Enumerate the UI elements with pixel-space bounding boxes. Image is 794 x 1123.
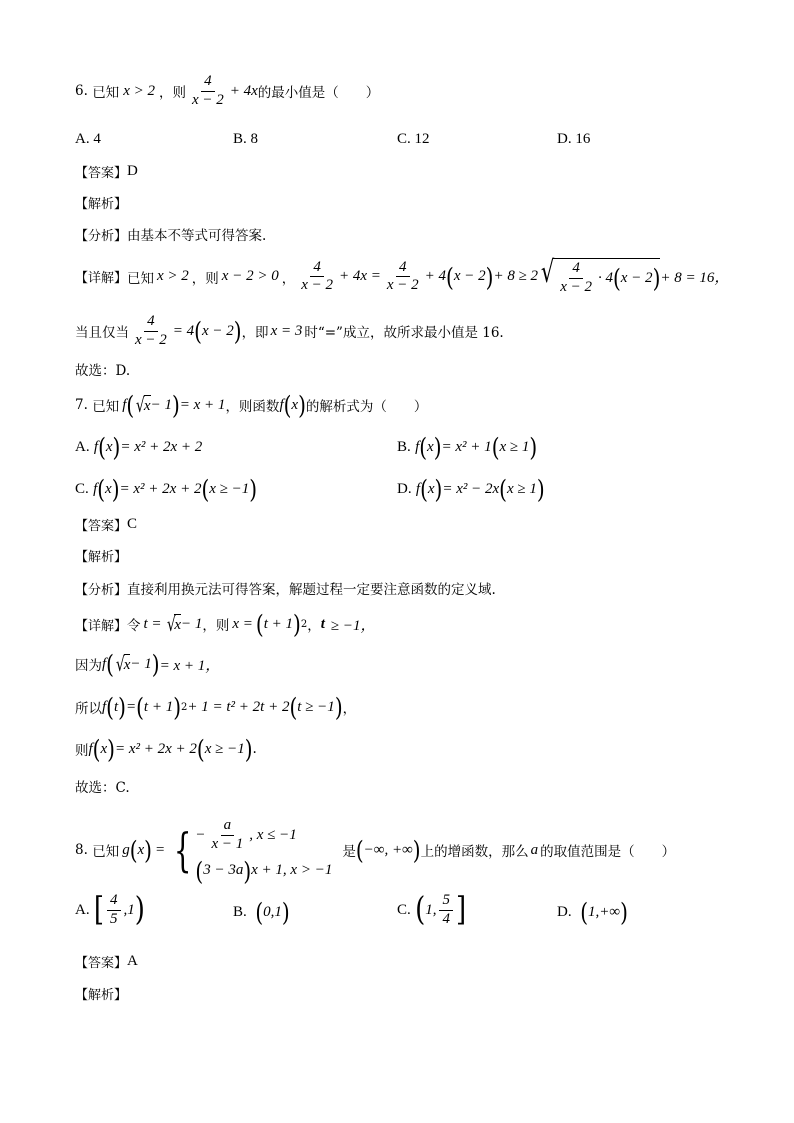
q7-option-a: A. f ( x ) = x² + 2x + 2: [75, 432, 203, 462]
q7-answer: 【答案】 C: [75, 516, 138, 534]
q7-option-b: B. f ( x ) = x² + 1 ( x ≥ 1 ): [397, 432, 538, 462]
piecewise-cases: − $\frac{a}{x - 1}$ , x ≤ −1 ( 3 − 3a ) x + 1, x > −1: [195, 817, 333, 886]
q7-so: 所以 f ( t ) = ( t + 1 ) 2 + 1 = t² + 2t + 2 ( t ≥ −1 ) ，: [75, 692, 357, 722]
q8-option-b: B. ( 0,1 ): [233, 897, 290, 927]
q6-choose: 故选：D.: [75, 363, 131, 379]
q7-analysis-label: 【解析】: [75, 550, 128, 565]
q6-option-c: C. 12: [397, 131, 430, 147]
q7-then: 则 f ( x ) = x² + 2x + 2 ( x ≥ −1 ) .: [75, 734, 257, 764]
fraction: $\frac{4}{x - 2}$: [191, 73, 224, 108]
q8-analysis-label: 【解析】: [75, 988, 128, 1003]
question-number: 6.: [75, 83, 88, 100]
q6-fenxi: 【分析】 由基本不等式可得答案.: [75, 228, 267, 244]
q8-answer: 【答案】 A: [75, 953, 138, 971]
q7-option-c: C. f ( x ) = x² + 2x + 2 ( x ≥ −1 ): [75, 474, 258, 504]
q8-option-a: A. [ $\frac{4}{5}$ ,1 ): [75, 891, 145, 929]
q7-because: 因为 f ( √ x − 1 ) = x + 1，: [75, 649, 221, 679]
q6-stem: 6. 已知 x > 2 ，则 $\frac{4}{x - 2}$ + 4x 的最小值是（ ）: [75, 73, 380, 108]
q6-xiangjie: 【详解】 已知 x > 2 ，则 x − 2 > 0 ， $\frac{4}{x - 2}$ + 4x = $\frac{4}{x - 2}$ + 4 ( x − 2 ) + 8 ≥ 2 √ $\frac{4}{x - 2}$ · 4 ( x − 2 ) + 8 = 16，: [75, 255, 730, 295]
q6-option-d: D. 16: [557, 131, 591, 147]
q7-choose: 故选：C.: [75, 780, 130, 796]
q6-answer: 【答案】 D: [75, 163, 138, 181]
q6-equality-condition: 当且仅当 $\frac{4}{x - 2}$ = 4 ( x − 2 ) ，即 x = 3 时“=”成立，故所求最小值是 16.: [75, 313, 504, 348]
q8-option-c: C. ( 1, $\frac{5}{4}$ ]: [397, 891, 467, 929]
square-root: √ $\frac{4}{x - 2}$ · 4 ( x − 2 ): [540, 255, 661, 295]
q8-stem: 8. 已知 g ( x ) = { − $\frac{a}{x - 1}$ , x ≤ −1 ( 3 − 3a ) x + 1, x > −1 是 ( −∞, +∞ ) 上的增函数，那么 a 的取值范围是（ ）: [75, 817, 676, 886]
q6-option-b: B. 8: [233, 131, 259, 147]
q7-option-d: D. f ( x ) = x² − 2x ( x ≥ 1 ): [397, 474, 545, 504]
q7-fenxi: 【分析】 直接利用换元法可得答案，解题过程一定要注意函数的定义域.: [75, 582, 496, 598]
q7-xiangjie: 【详解】 令 t = √ x − 1 ，则 x = ( t + 1 ) 2 ， t ≥ −1，: [75, 609, 376, 639]
q6-option-a: A. 4: [75, 131, 101, 147]
q8-option-d: D. ( 1,+∞ ): [557, 897, 628, 927]
q7-stem: 7. 已知 f ( √ x − 1 ) = x + 1 ，则函数 f ( x ) 的解析式为（ ）: [75, 390, 428, 420]
q6-analysis-label: 【解析】: [75, 197, 128, 212]
